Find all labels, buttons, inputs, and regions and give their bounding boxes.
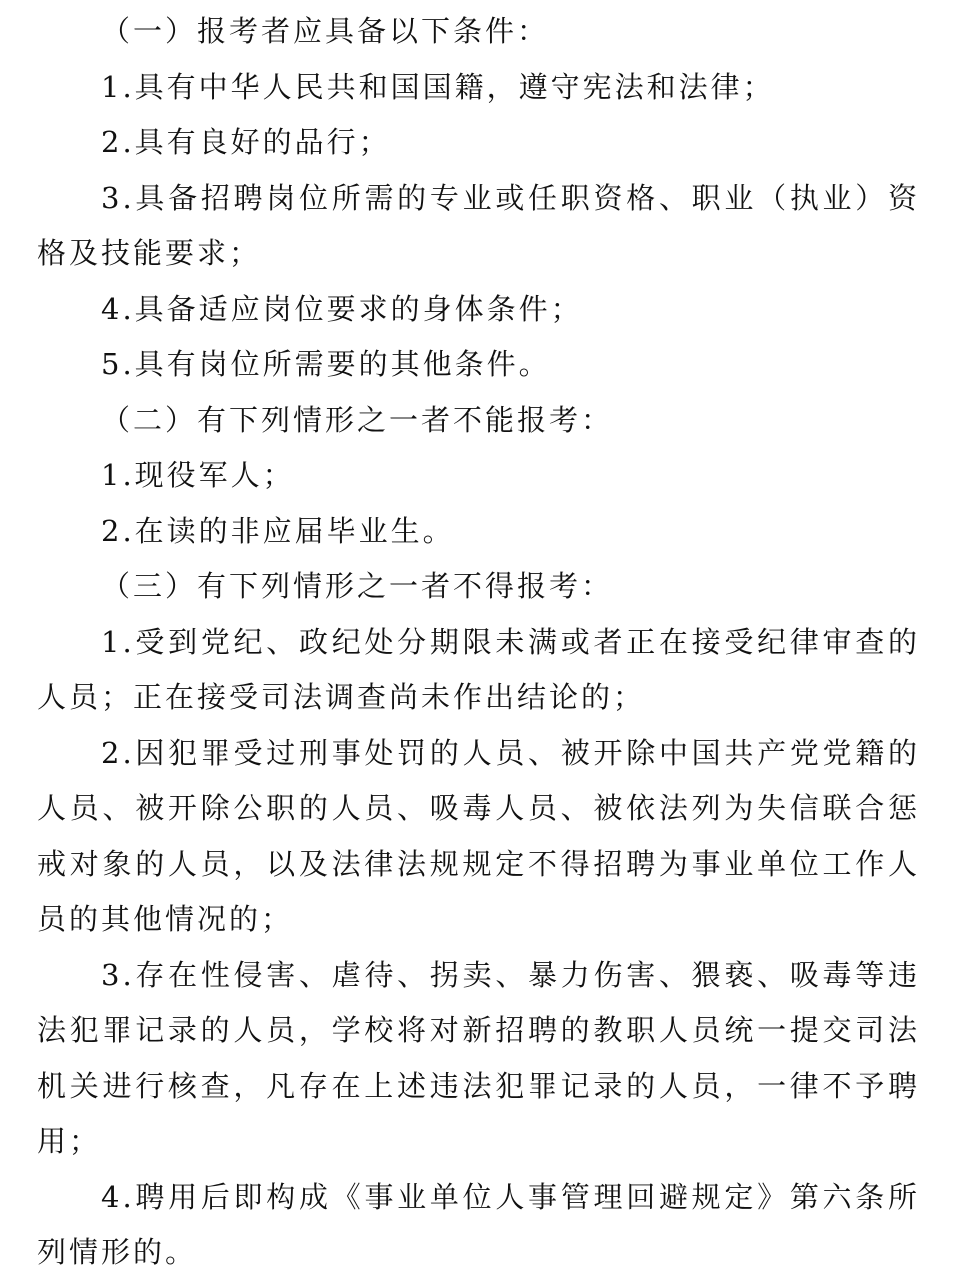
list-item: 2.因犯罪受过刑事处罚的人员、被开除中国共产党党籍的人员、被开除公职的人员、吸毒人员、被依法列为失信联合惩戒对象的人员，以及法律法规规定不得招聘为事业单位工作人员的其他情况的； [37, 735, 920, 936]
list-item: 5.具有岗位所需要的其他条件。 [101, 347, 551, 381]
section-heading: （一）报考者应具备以下条件： [101, 14, 550, 48]
list-item: 3.存在性侵害、虐待、拐卖、暴力伤害、猥亵、吸毒等违法犯罪记录的人员，学校将对新招聘的教职人员统一提交司法机关进行核查，凡存在上述违法犯罪记录的人员，一律不予聘用； [37, 957, 920, 1158]
section-must-not-apply [37, 559, 920, 1281]
list-item: 1.受到党纪、政纪处分期限未满或者正在接受纪律审查的人员；正在接受司法调查尚未作出结论的； [37, 624, 920, 714]
list-item: 4.聘用后即构成《事业单位人事管理回避规定》第六条所列情形的。 [37, 1179, 920, 1269]
list-item: 4.具备适应岗位要求的身体条件； [101, 291, 583, 326]
list-item: 1.具有中华人民共和国国籍，遵守宪法和法律； [101, 69, 775, 104]
section-heading: （三）有下列情形之一者不得报考： [101, 569, 614, 603]
list-item: 1.现役军人； [101, 458, 295, 492]
list-item: 2.在读的非应届毕业生。 [101, 513, 455, 548]
list-item: 2.具有良好的品行； [101, 125, 391, 159]
section-cannot-apply [37, 393, 920, 560]
list-item: 3.具备招聘岗位所需的专业或任职资格、职业（执业）资格及技能要求； [37, 180, 920, 270]
section-heading: （二）有下列情形之一者不能报考： [101, 402, 614, 437]
section-eligibility [37, 4, 920, 393]
